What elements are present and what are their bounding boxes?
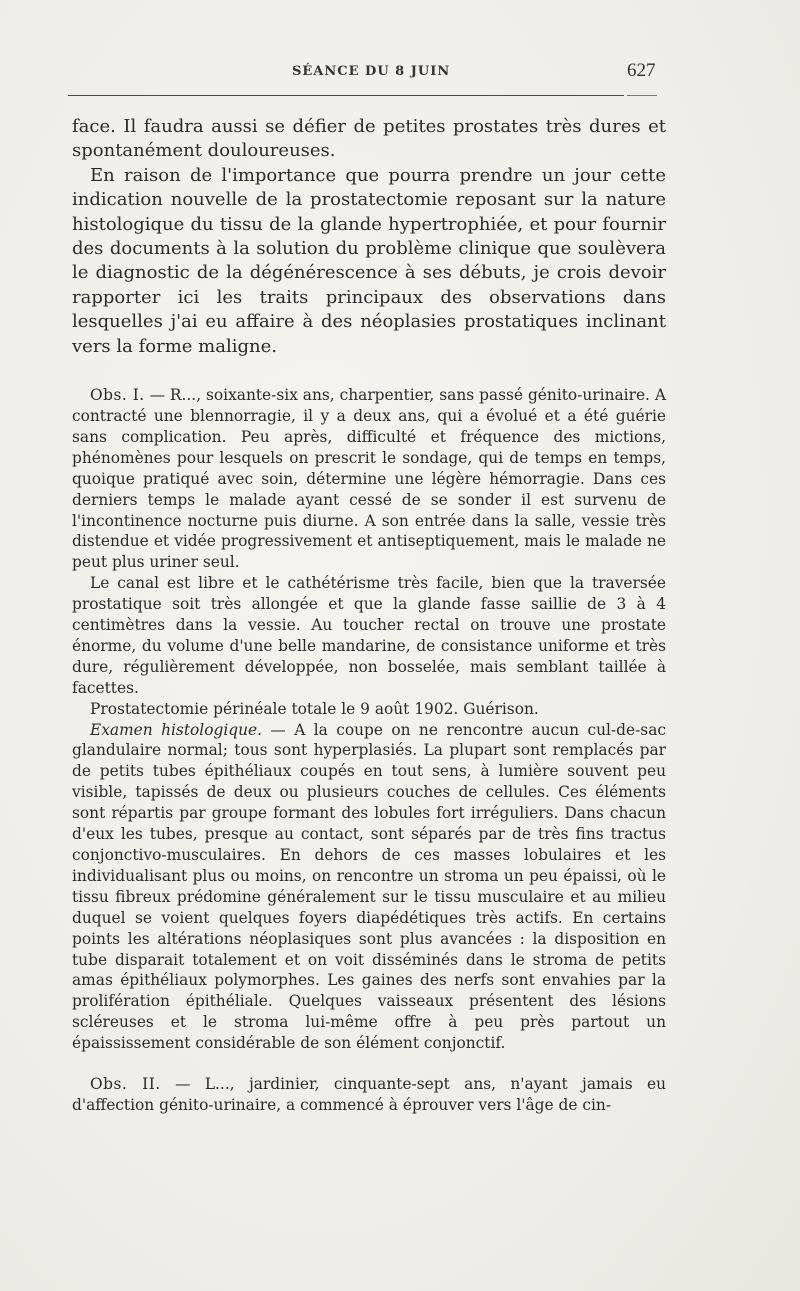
obs1-paragraph-3: Prostatectomie périnéale totale le 9 août 1902. Guérison. — [90, 699, 539, 718]
obs2-text: — L..., jardinier, cinquante-sept ans, n'ayant jamais eu d'affection génito-urinaire, a commencé à éprouver vers l'âge de cin- — [72, 1075, 666, 1114]
running-title: SÉANCE DU 8 JUIN — [292, 64, 451, 79]
body-text — [72, 115, 666, 1116]
obs1-label: Obs. I. — [90, 386, 145, 405]
observation-1 — [72, 385, 666, 1116]
obs1-paragraph-1 — [72, 385, 666, 573]
obs2-paragraph — [72, 1074, 666, 1116]
obs1-text-1: — R..., soixante-six ans, charpentier, sans passé génito-urinaire. A contracté une blennorragie, il y a deux ans, qui a évolué et a été guérie sans complication. Peu après, difficulté et fréquence des mictions, phénomènes pour lesquels on prescrit le sondage, qui de temps en temps, quoique pratiqué avec soin, détermine une légère hémorragie. Dans ces derniers temps le malade ayant cessé de se sonder il est survenu de l'incontinence nocturne puis diurne. A son entrée dans la salle, vessie très distendue et vidée progressivement et antiseptiquement, mais le malade ne peut plus uriner seul. — [72, 386, 666, 572]
header-rule-short — [627, 95, 657, 96]
obs2-label: Obs. II. — [90, 1075, 161, 1094]
intro-section — [72, 115, 666, 359]
header-rule — [68, 95, 624, 96]
obs1-paragraph-2: Le canal est libre et le cathétérisme très facile, bien que la traversée prostatique soit très allongée et que la glande fasse saillie de 3 à 4 centimètres dans la vessie. Au toucher rectal on trouve une prostate énorme, du volume d'une belle mandarine, de consistance uniforme et très dure, régulièrement développée, non bosselée, mais semblant taillée à facettes. — [72, 574, 666, 697]
page-number: 627 — [627, 60, 656, 81]
intro-paragraph-1: face. Il faudra aussi se défier de petites prostates très dures et spontanément douloureuses. — [72, 116, 666, 162]
obs1-text-4: — A la coupe on ne rencontre aucun cul-de-sac glandulaire normal; tous sont hyperplasiés. La plupart sont remplacés par de petits tubes épithéliaux coupés en tout sens, à lumière souvent peu visible, tapissés de deux ou plusieurs couches de cellules. Ces éléments sont répartis par groupe formant des lobules fort irréguliers. Dans chacun d'eux les tubes, presque au contact, sont séparés par de très fins tractus conjonctivo-musculaires. En dehors de ces masses lobulaires et les individualisant plus ou moins, on rencontre un stroma un peu épaissi, où le tissu fibreux prédomine généralement sur le tissu musculaire et au milieu duquel se voient quelques foyers diapédétiques très actifs. En certains points les altérations néoplasiques sont plus avancées : la disposition en tube disparait totalement et on voit disséminés dans le stroma de petits amas épithéliaux polymorphes. Les gaines des nerfs sont envahies par la prolifération épithéliale. Quelques vaisseaux présentent des lésions scléreuses et le stroma lui-même offre à peu près partout un épaississement considérable de son élément conjonctif. — [72, 720, 666, 1053]
exam-label: Examen histologique. — [90, 720, 263, 739]
obs1-paragraph-4 — [72, 720, 666, 1055]
intro-paragraph-2: En raison de l'importance que pourra prendre un jour cette indication nouvelle de la prostatectomie reposant sur la nature histologique du tissu de la glande hypertrophiée, et pour fournir des documents à la solution du problème clinique que soulèvera le diagnostic de la dégénérescence à ses débuts, je crois devoir rapporter ici les traits principaux des observations dans lesquelles j'ai eu affaire à des néoplasies prostatiques inclinant vers la forme maligne. — [72, 164, 666, 357]
page-header — [0, 58, 800, 84]
